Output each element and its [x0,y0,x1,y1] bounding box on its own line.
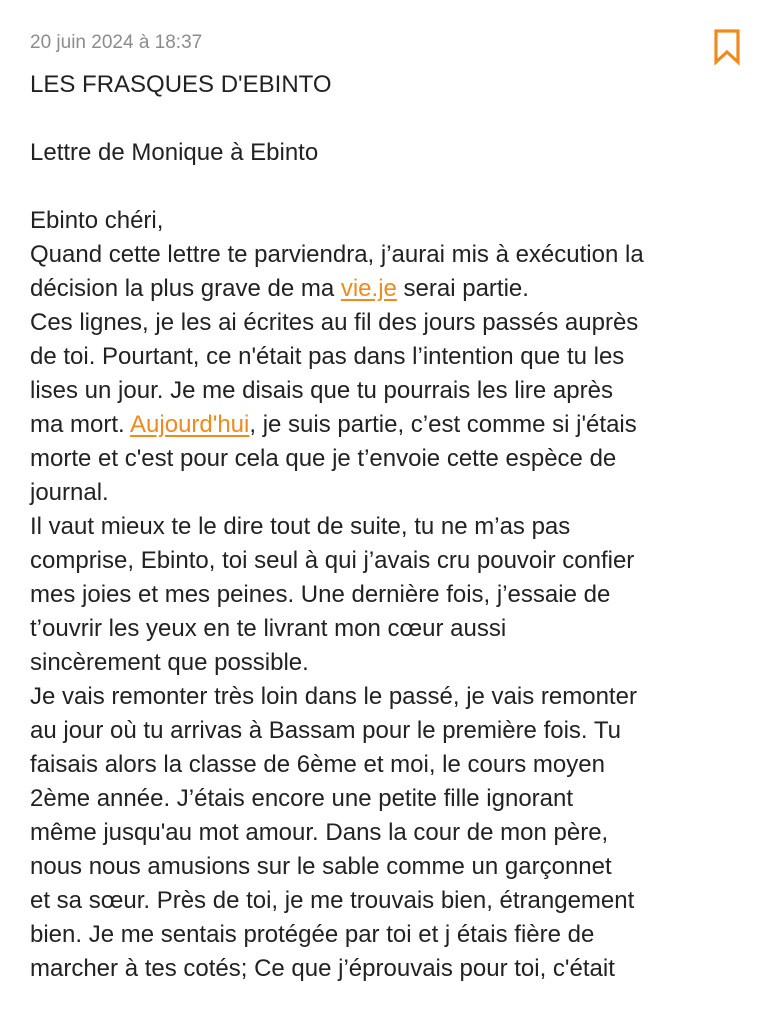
bookmark-icon[interactable] [710,28,744,66]
blank-line [30,170,746,204]
letter-text: serai partie. [396,275,529,302]
letter-line: faisais alors la classe de 6ème et moi, le cours moyen [30,751,605,778]
letter-line: mes joies et mes peines. Une dernière fois, j’essaie de [30,581,611,608]
letter-line: lises un jour. Je me disais que tu pourrais les lire après [30,377,613,404]
letter-line: comprise, Ebinto, toi seul à qui j’avais cru pouvoir confier [30,547,635,574]
letter-line: Ces lignes, je les ai écrites au fil des jours passés auprès [30,309,639,336]
note-view [30,28,746,986]
letter-text: décision la plus grave de ma [30,275,341,302]
letter-line: Quand cette lettre te parviendra, j’aurai mis à exécution la [30,241,644,268]
letter-line [30,272,746,306]
letter-text: ma mort. [30,411,131,438]
letter-line: morte et c'est pour cela que je t’envoie cette espèce de [30,445,617,472]
letter-line: Il vaut mieux te le dire tout de suite, tu ne m’as pas [30,513,571,540]
link-vie-je[interactable]: vie.je [340,275,397,302]
note-body[interactable] [30,68,746,986]
letter-line: sincèrement que possible. [30,649,309,676]
letter-line: au jour où tu arrivas à Bassam pour le première fois. Tu [30,717,621,744]
letter-line: journal. [30,479,109,506]
note-title: LES FRASQUES D'EBINTO [30,71,332,98]
letter-line: de toi. Pourtant, ce n'était pas dans l’intention que tu les [30,343,625,370]
letter-line: bien. Je me sentais protégée par toi et j étais fière de [30,921,595,948]
link-aujourdhui[interactable]: Aujourd'hui [130,411,250,438]
letter-line [30,408,746,442]
letter-line: nous nous amusions sur le sable comme un garçonnet [30,853,612,880]
letter-line: marcher à tes cotés; Ce que j’éprouvais pour toi, c'était [30,955,615,982]
letter-line: 2ème année. J’étais encore une petite fille ignorant [30,785,574,812]
letter-line: Je vais remonter très loin dans le passé, je vais remonter [30,683,637,710]
letter-line: même jusqu'au mot amour. Dans la cour de mon père, [30,819,609,846]
note-timestamp: 20 juin 2024 à 18:37 [30,32,203,53]
note-header [30,28,746,68]
letter-line: t’ouvrir les yeux en te livrant mon cœur aussi [30,615,507,642]
note-subtitle: Lettre de Monique à Ebinto [30,139,319,166]
blank-line [30,102,746,136]
letter-greeting: Ebinto chéri, [30,207,164,234]
letter-text: , je suis partie, c’est comme si j'étais [249,411,637,438]
letter-line: et sa sœur. Près de toi, je me trouvais bien, étrangement [30,887,635,914]
